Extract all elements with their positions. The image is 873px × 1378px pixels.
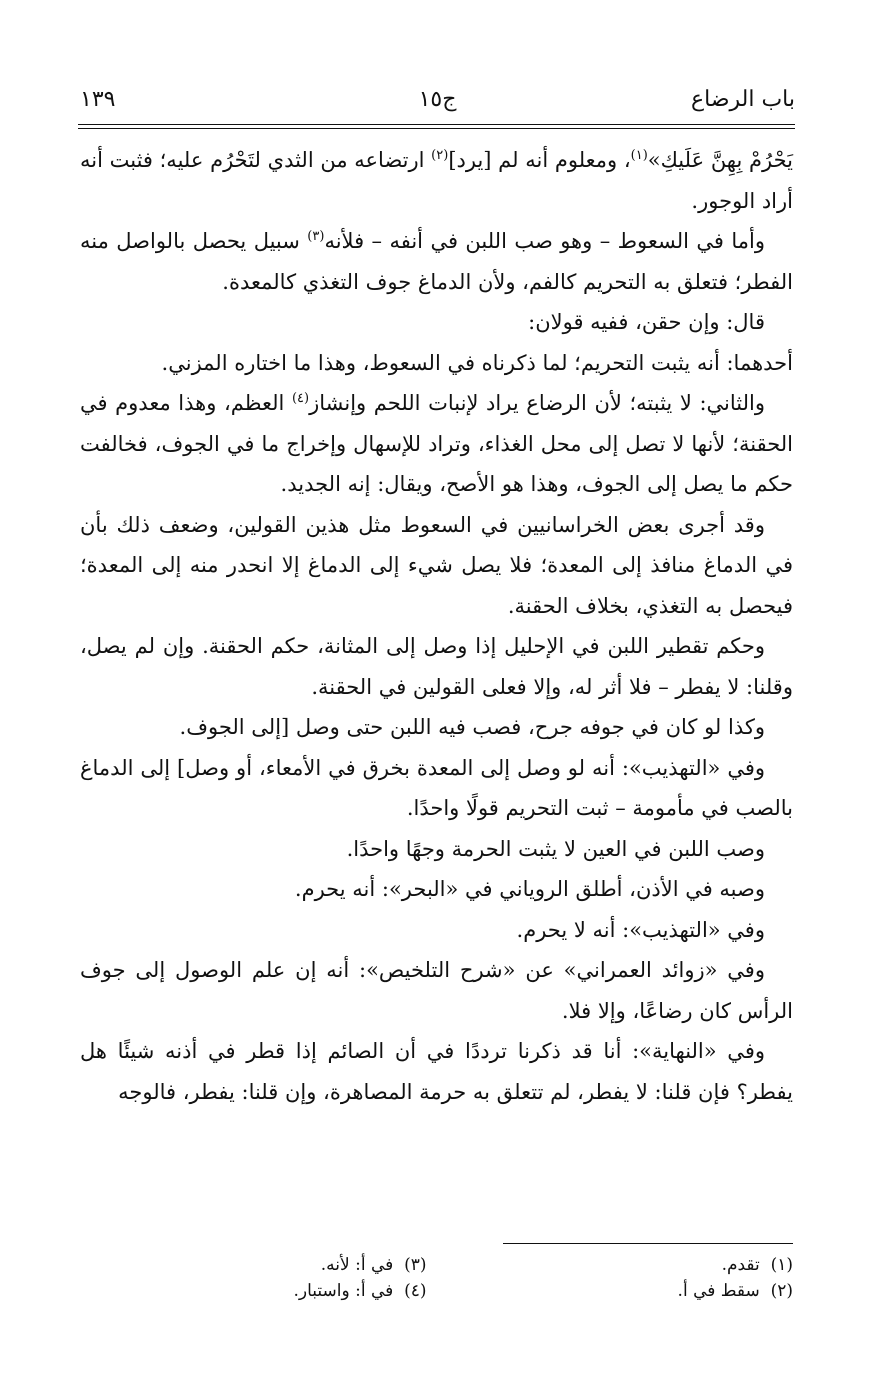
header-rule (78, 124, 795, 129)
paragraph: يَحْرُمْ بِهِنَّ عَلَيكِ»$^{(١)}$، ومعلوم أنه لم [يرد]$^{(٢)}$ ارتضاعه من الثدي لتَحْرُم عليه؛ فثبت أنه أراد الوجور. (80, 148, 793, 213)
footnote: (٢) سقط في أ. (677, 1281, 793, 1301)
footnote: (٤) في أ: واستبار. (293, 1281, 427, 1301)
paragraph: والثاني: لا يثبته؛ لأن الرضاع يراد لإنبات اللحم وإنشاز$^{(٤)}$ العظم، وهذا معدوم في الحقنة؛ لأنها لا تصل إلى محل الغذاء، وتراد للإسهال وإخراج ما في الجوف، فخالفت حكم ما يصل إلى الجوف، وهذا هو الأصح، ويقال: إنه الجديد. (80, 391, 793, 496)
paragraph: وصب اللبن في العين لا يثبت الحرمة وجهًا واحدًا. (346, 836, 765, 861)
paragraph: وفي «التهذيب»: أنه لو وصل إلى المعدة بخرق في الأمعاء، أو وصل] إلى الدماغ بالصب في مأمومة – ثبت التحريم قولًا واحدًا. (80, 755, 793, 820)
running-header (80, 80, 795, 120)
footnote: (١) تقدم. (721, 1255, 793, 1275)
footnote-ref: (٣) (307, 229, 325, 244)
paragraph: أحدهما: أنه يثبت التحريم؛ لما ذكرناه في السعوط، وهذا ما اختاره المزني. (161, 350, 793, 375)
paragraph: وكذا لو كان في جوفه جرح، فصب فيه اللبن حتى وصل [إلى الجوف. (179, 715, 765, 739)
footnote-ref: (٤) (291, 391, 310, 406)
footnote-rule (503, 1243, 793, 1244)
chapter-title: باب الرضاع (691, 87, 795, 112)
paragraph: وفي «التهذيب»: أنه لا يحرم. (516, 917, 765, 942)
footnotes (80, 1252, 793, 1304)
footnote-ref: (١) (630, 148, 648, 163)
volume-label: ج١٥ (418, 87, 457, 112)
paragraph: وقد أجرى بعض الخراسانيين في السعوط مثل هذين القولين، وضعف ذلك بأن في الدماغ منافذ إلى المعدة؛ فلا يصل شيء إلى الدماغ إلا انحدر منه إلى المعدة؛ فيحصل به التغذي، بخلاف الحقنة. (80, 512, 793, 618)
paragraph: قال: وإن حقن، ففيه قولان: (528, 310, 765, 334)
page-number: ١٣٩ (80, 87, 116, 112)
paragraph: وفي «زوائد العمراني» عن «شرح التلخيص»: أنه إن علم الوصول إلى جوف الرأس كان رضاعًا، وإلا فلا. (80, 958, 793, 1023)
paragraph: وصبه في الأذن، أطلق الروياني في «البحر»: أنه يحرم. (294, 877, 765, 901)
main-text (80, 140, 793, 1112)
paragraph: وحكم تقطير اللبن في الإحليل إذا وصل إلى المثانة، حكم الحقنة. وإن لم يصل، وقلنا: لا يفطر – فلا أثر له، وإلا فعلى القولين في الحقنة. (80, 634, 793, 699)
footnote: (٣) في أ: لأنه. (320, 1255, 427, 1275)
footnote-ref: (٢) (431, 148, 449, 163)
paragraph: وفي «النهاية»: أنا قد ذكرنا ترددًا في أن الصائم إذا قطر في أذنه شيئًا هل يفطر؟ فإن قلنا: لا يفطر، لم تتعلق به حرمة المصاهرة، وإن قلنا: يفطر، فالوجه (80, 1039, 793, 1104)
paragraph: وأما في السعوط – وهو صب اللبن في أنفه – فلأنه$^{(٣)}$ سبيل يحصل بالواصل منه الفطر؛ فتعلق به التحريم كالفم، ولأن الدماغ جوف التغذي كالمعدة. (80, 229, 793, 294)
